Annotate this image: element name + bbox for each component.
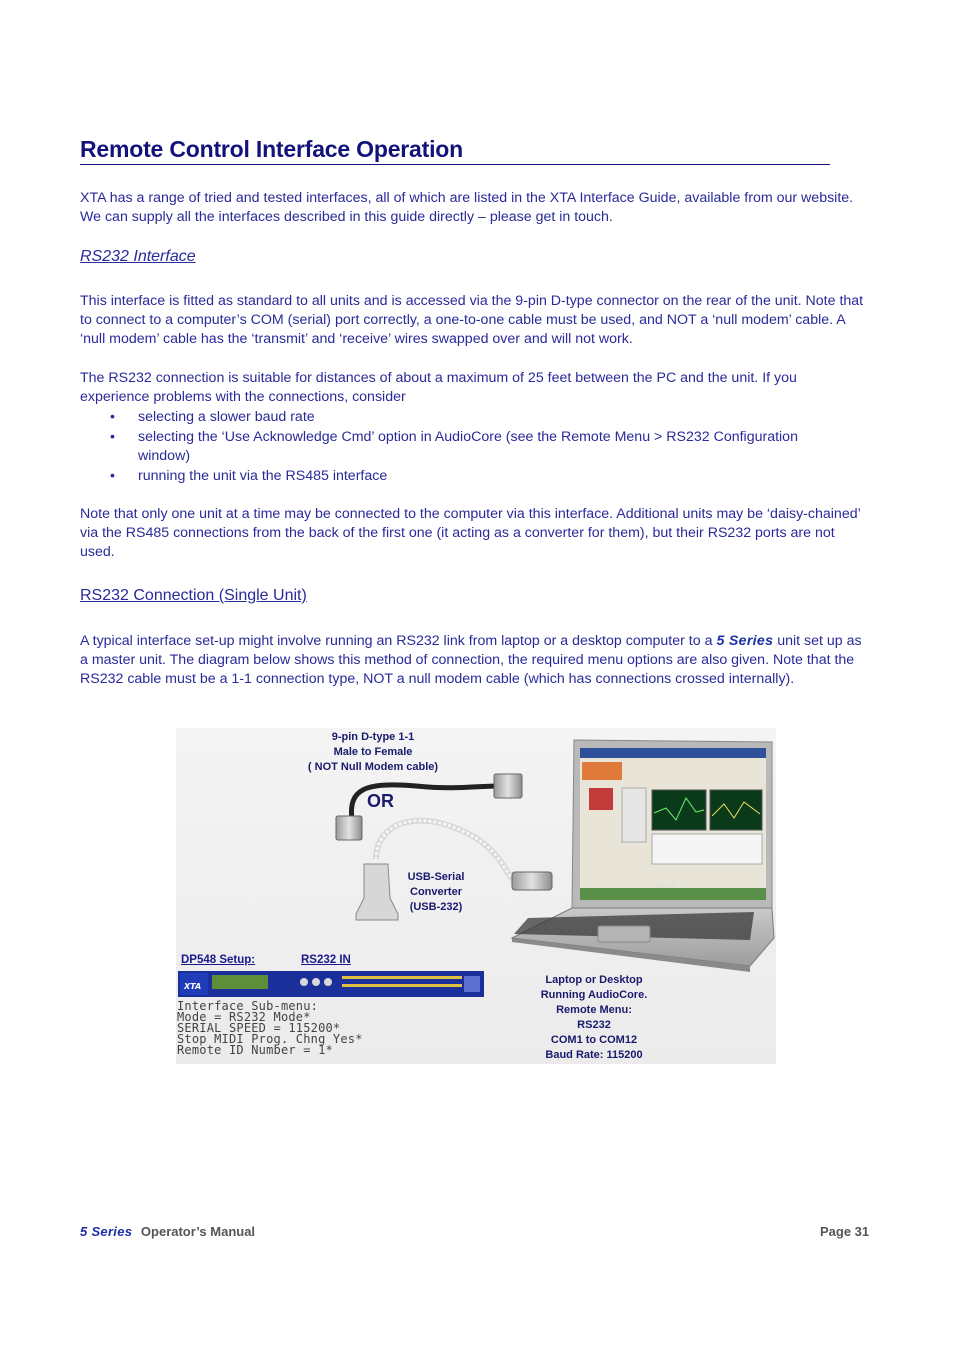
- or-label: OR: [367, 791, 394, 811]
- connection-diagram: [176, 728, 776, 1064]
- rs232-interface-heading: RS232 Interface: [80, 248, 196, 265]
- list-item: • selecting the ‘Use Acknowledge Cmd’ option in AudioCore (see the Remote Menu > RS232 Configuration window): [80, 428, 840, 466]
- lcd-line: Interface Sub-menu:: [177, 999, 319, 1013]
- rs232-paragraph-2: [80, 369, 870, 486]
- usb-converter-label: [396, 870, 476, 915]
- cable-label-line: 9-pin D-type 1-1: [331, 731, 415, 743]
- laptop-label-line: COM1 to COM12: [550, 1034, 638, 1046]
- laptop-label: [522, 973, 666, 1063]
- usb-label-line: Converter: [410, 886, 462, 898]
- laptop-label-line: Running AudioCore.: [540, 989, 648, 1001]
- laptop-label-line: RS232: [577, 1019, 611, 1031]
- svg-text:DELL: DELL: [656, 881, 677, 890]
- footer-left: [80, 1224, 255, 1239]
- rs232-connection-heading: RS232 Connection (Single Unit): [80, 587, 307, 604]
- rs232-paragraph-2-text: The RS232 connection is suitable for distances of about a maximum of 25 feet between the PC and the unit. If you experience problems with the connections, consider: [80, 370, 797, 406]
- page-title: Remote Control Interface Operation: [80, 136, 830, 165]
- list-item: • running the unit via the RS485 interface: [80, 467, 840, 486]
- usb-label-line: USB-Serial: [407, 871, 465, 883]
- laptop-label-line: Laptop or Desktop: [545, 974, 643, 986]
- lcd-line: SERIAL SPEED = 115200*: [177, 1021, 341, 1035]
- laptop-label-line: Remote Menu:: [556, 1004, 632, 1016]
- laptop-label-line: Baud Rate: 115200: [545, 1049, 643, 1061]
- lcd-line: Remote ID Number = 1*: [177, 1043, 333, 1057]
- lcd-line: Mode = RS232 Mode*: [177, 1010, 311, 1024]
- footer-manual-title: Operator’s Manual: [140, 1224, 256, 1239]
- rs232-in-label: RS232 IN: [301, 954, 351, 966]
- rs232-paragraph-1: This interface is fitted as standard to all units and is accessed via the 9-pin D-type connector on the rear of the unit. Note that to connect to a computer’s COM (serial) port correctly, a one-to-one cable must be used, and NOT a ‘null modem’ cable. A ‘null modem’ cable has the ‘transmit’ and ‘receive’ wires swapped over and will not work.: [80, 293, 864, 348]
- cable-label: [288, 730, 458, 775]
- series-brand: 5 Series: [716, 633, 774, 649]
- lcd-line: Stop MIDI Prog. Chng Yes*: [177, 1032, 363, 1046]
- connection-text-start: A typical interface set-up might involve running an RS232 link from laptop or a desktop computer to a: [80, 633, 713, 649]
- usb-label-line: (USB-232): [409, 901, 463, 913]
- lcd-menu-readout: [177, 1001, 477, 1056]
- list-item: • selecting a slower baud rate: [80, 408, 840, 427]
- dp548-setup-label: DP548 Setup:: [181, 954, 256, 966]
- rs232-paragraph-3: Note that only one unit at a time may be connected to the computer via this interface. Additional units may be ‘daisy-chained’ via the RS485 connections from the back of the first one (it acting as a converter for them), but their RS232 ports are not used.: [80, 506, 861, 561]
- dp548-unit-icon: [178, 971, 484, 997]
- cable-label-line: ( NOT Null Modem cable): [307, 761, 439, 773]
- footer-brand: 5 Series: [80, 1224, 133, 1239]
- connection-text-end: unit set up as a master unit. The diagram below shows this method of connection, the required menu options are also given. Note that the RS232 cable must be a 1-1 connection type, NOT a null modem cable (which has connections crossed internally).: [80, 633, 862, 688]
- suggestion-list: [80, 408, 840, 486]
- cable-label-line: Male to Female: [333, 746, 413, 758]
- intro-paragraph: XTA has a range of tried and tested interfaces, all of which are listed in the XTA Interface Guide, available from our website. We can supply all the interfaces described in this guide directly – please get in touch.: [80, 190, 854, 226]
- svg-text:XTA: XTA: [184, 982, 202, 991]
- page-number: Page 31: [820, 1224, 870, 1239]
- connection-paragraph: [80, 632, 870, 690]
